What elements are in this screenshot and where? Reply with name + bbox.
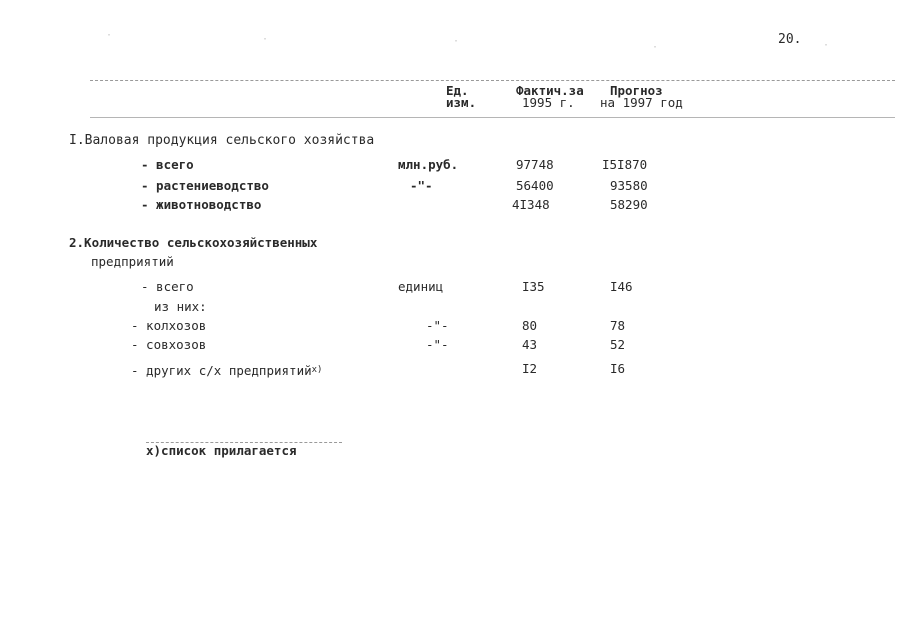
footnote-marker: x): [311, 365, 323, 375]
section1-row-forecast: 58290: [610, 197, 648, 212]
unit-header-line2: изм.: [446, 95, 477, 110]
section2-row-unit: единиц: [398, 279, 444, 294]
section1-row-label: - животноводство: [141, 197, 262, 212]
section1-row-unit: млн.руб.: [398, 157, 459, 172]
scan-speck: ·: [652, 42, 659, 53]
forecast-header-line2: на 1997 год: [600, 95, 683, 110]
section2-title-line1: 2.Количество сельскохозяйственных: [69, 235, 318, 250]
section2-row-label: - совхозов: [131, 337, 207, 352]
footnote: х)список прилагается: [146, 443, 297, 458]
section1-row-actual: 97748: [516, 157, 554, 172]
section2-title-line2: предприятий: [91, 254, 174, 269]
section1-row-forecast: 93580: [610, 178, 648, 193]
section2-row-unit: -"-: [426, 337, 449, 352]
section2-row-unit: -"-: [426, 318, 449, 333]
actual-header-line2: 1995 г.: [522, 95, 575, 110]
header-bottom-rule: [90, 117, 895, 118]
section1-row-forecast: I5I870: [602, 157, 648, 172]
section1-row-unit: -"-: [410, 178, 433, 193]
section2-row-label: - всего: [141, 279, 194, 294]
section2-row-forecast: 52: [610, 337, 626, 352]
section1-row-label: - всего: [141, 157, 194, 172]
section1-row-actual: 4I348: [512, 197, 550, 212]
scan-speck: ·: [106, 30, 113, 41]
section1-title: I.Валовая продукция сельского хозяйства: [69, 133, 375, 148]
page-number: 20.: [778, 32, 802, 47]
header-top-rule: [90, 80, 895, 81]
section2-row-actual: 43: [522, 337, 538, 352]
section2-row-actual: 80: [522, 318, 538, 333]
section2-row-label: [131, 364, 322, 380]
section2-row-forecast: I46: [610, 279, 633, 294]
scan-speck: ·: [262, 34, 269, 45]
section2-row-forecast: 78: [610, 318, 626, 333]
section2-row-label: - колхозов: [131, 318, 207, 333]
unit-header-line1: Ед.: [446, 83, 469, 98]
section2-subheading: из них:: [154, 299, 207, 314]
scan-speck: ·: [823, 40, 830, 51]
actual-header-line1: Фактич.за: [516, 83, 584, 98]
forecast-header-line1: Прогноз: [610, 83, 663, 98]
section1-row-label: - растениеводство: [141, 178, 269, 193]
section2-row-forecast: I6: [610, 361, 626, 376]
section2-row-actual: I2: [522, 361, 538, 376]
scan-speck: ·: [453, 36, 460, 47]
section2-row-label-text: - других с/х предприятий: [131, 363, 312, 378]
section2-row-actual: I35: [522, 279, 545, 294]
section1-row-actual: 56400: [516, 178, 554, 193]
